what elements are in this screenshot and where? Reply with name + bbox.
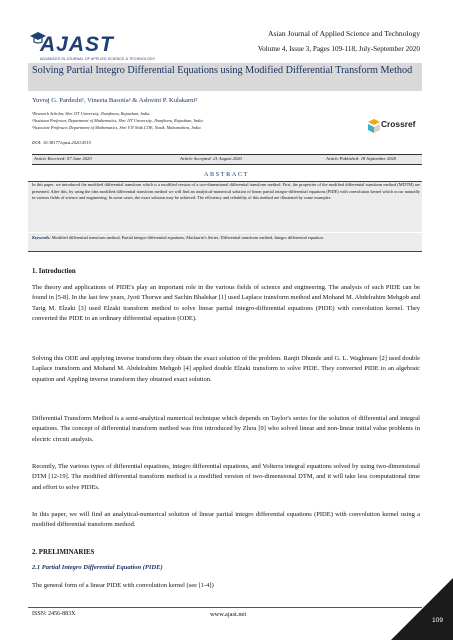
- logo-wordmark: AJAST: [40, 33, 114, 56]
- page-number: 109: [431, 617, 443, 624]
- affiliation-2: ²Assistant Professor, Department of Mathematics, Shri JJT University, Jhunjhunu, Rajasthan, India.: [32, 118, 204, 123]
- abstract-heading: ABSTRACT: [203, 171, 250, 178]
- keywords: [32, 235, 420, 242]
- body-paragraph-1: The theory and applications of PIDE's play an important role in the various fields of science and engineering. The analysis of such PIDE can be found in [5-8]. In the last few years, Jyoti Thorwe and Sachin Bhalekar [1] used Laplace transform method and Mohand M. Abdelrahim Mehgob and Tarig M. Elzaki [3] used Elzaki transform method to solve linear partial integro-differential equations (PIDE) with convolution kernel. They converted the PIDE to an ordinary differential equation (ODE).: [32, 284, 420, 322]
- body-paragraph-5: In this paper, we will find an analytical-numerical solution of linear partial integro differential equations (PIDE) with convolution kernel using a modified differential transform method.: [32, 511, 420, 529]
- date-published: Article Published: 18 September 2020: [326, 156, 397, 161]
- date-accepted: Article Accepted: 21 August 2020: [180, 156, 242, 161]
- body-paragraph-4: Recently, The various types of differential equations, integro differential equations, and Volterra integral equations solved by using two-dimensional DTM [12-19]. The modified differential transform method is a modified version of two-dimensional DTM, and it will take less computational time and effort to solve PIDEs.: [32, 463, 420, 491]
- body-paragraph-6: The general form of a linear PIDE with convolution kernel (see [1-4]): [32, 582, 214, 589]
- affiliation-3: ³Associate Professor, Department of Mathematics, Shri V.N Naik COE, Nasik, Maharashtra, India.: [32, 125, 202, 130]
- footer-rule: [28, 607, 422, 608]
- logo-subtitle: ADVANCES IN JOURNAL OF APPLIED SCIENCE & TECHNOLOGY: [40, 57, 156, 61]
- keywords-label: Keywords:: [32, 235, 51, 240]
- affiliation-1: ¹Research Scholar, Shri JJT University, Jhunjhunu, Rajasthan, India.: [32, 111, 151, 116]
- paper-doi[interactable]: DOI: 10.38177/ajast.2020.4315: [32, 140, 91, 145]
- section-heading-introduction: 1. Introduction: [32, 268, 76, 275]
- paper-authors: Yuvraj G. Pardeshi¹, Vineeta Basotia² & Ashwini P. Kulakarni³: [32, 97, 198, 104]
- page-corner-triangle: [391, 578, 453, 640]
- keywords-text: Modified differential transform method, Partial integro-differential equations, Maclaurin’s Series, Differential transform method, Integro differential equation.: [50, 235, 324, 240]
- journal-name: Asian Journal of Applied Science and Technology: [267, 29, 420, 38]
- footer-website[interactable]: www.ajast.net: [210, 611, 247, 618]
- body-paragraph-3: Differential Transform Method is a semi-analytical numerical technique which depends on Taylor's series for the solution of differential and integral equations. The concept of differential transform method was first introduced by Zhou [9] who solved linear and non-linear initial value problems in electric circuit analysis.: [32, 415, 420, 443]
- crossref-label: Crossref: [381, 119, 416, 129]
- footer-issn: ISSN: 2456-883X: [32, 611, 76, 617]
- paper-title: Solving Partial Integro Differential Equations using Modified Differential Transform Method: [32, 65, 413, 76]
- abstract-text: In this paper, we introduced the modified differential transform which is a modified version of a two-dimensional differential transform method. First, the properties of the modified differential transform method (MDTM) are presented. After this, by using the idea modified differential transform method we will find an analytical-numerical solution of linear partial integro-differential equations (PIDE) with convolution kernel which occur naturally in various fields of science and engineering. In some cases, the exact solution may be achieved. The efficiency and reliability of this method are illustrated by some examples.: [32, 182, 420, 200]
- body-paragraph-2: Solving this ODE and applying inverse transform they obtain the exact solution of the problem. Ranjit Dhunde and G. L. Waghmare [2] used double Laplace transform and Mohand M. Abdelrahim Mehgob [4] applied double Elzaki transform to solve PIDE. They converted PIDE to an algebraic equation and Appling inverse transform they obtained exact solution.: [32, 355, 420, 383]
- journal-volume: Volume 4, Issue 3, Pages 109-118, July-September 2020: [257, 45, 420, 53]
- section-heading-preliminaries: 2. PRELIMINARIES: [32, 549, 95, 556]
- date-received: Article Received: 07 June 2020: [34, 156, 92, 161]
- subsection-heading: 2.1 Partial Integro Differential Equation (PIDE): [32, 564, 163, 571]
